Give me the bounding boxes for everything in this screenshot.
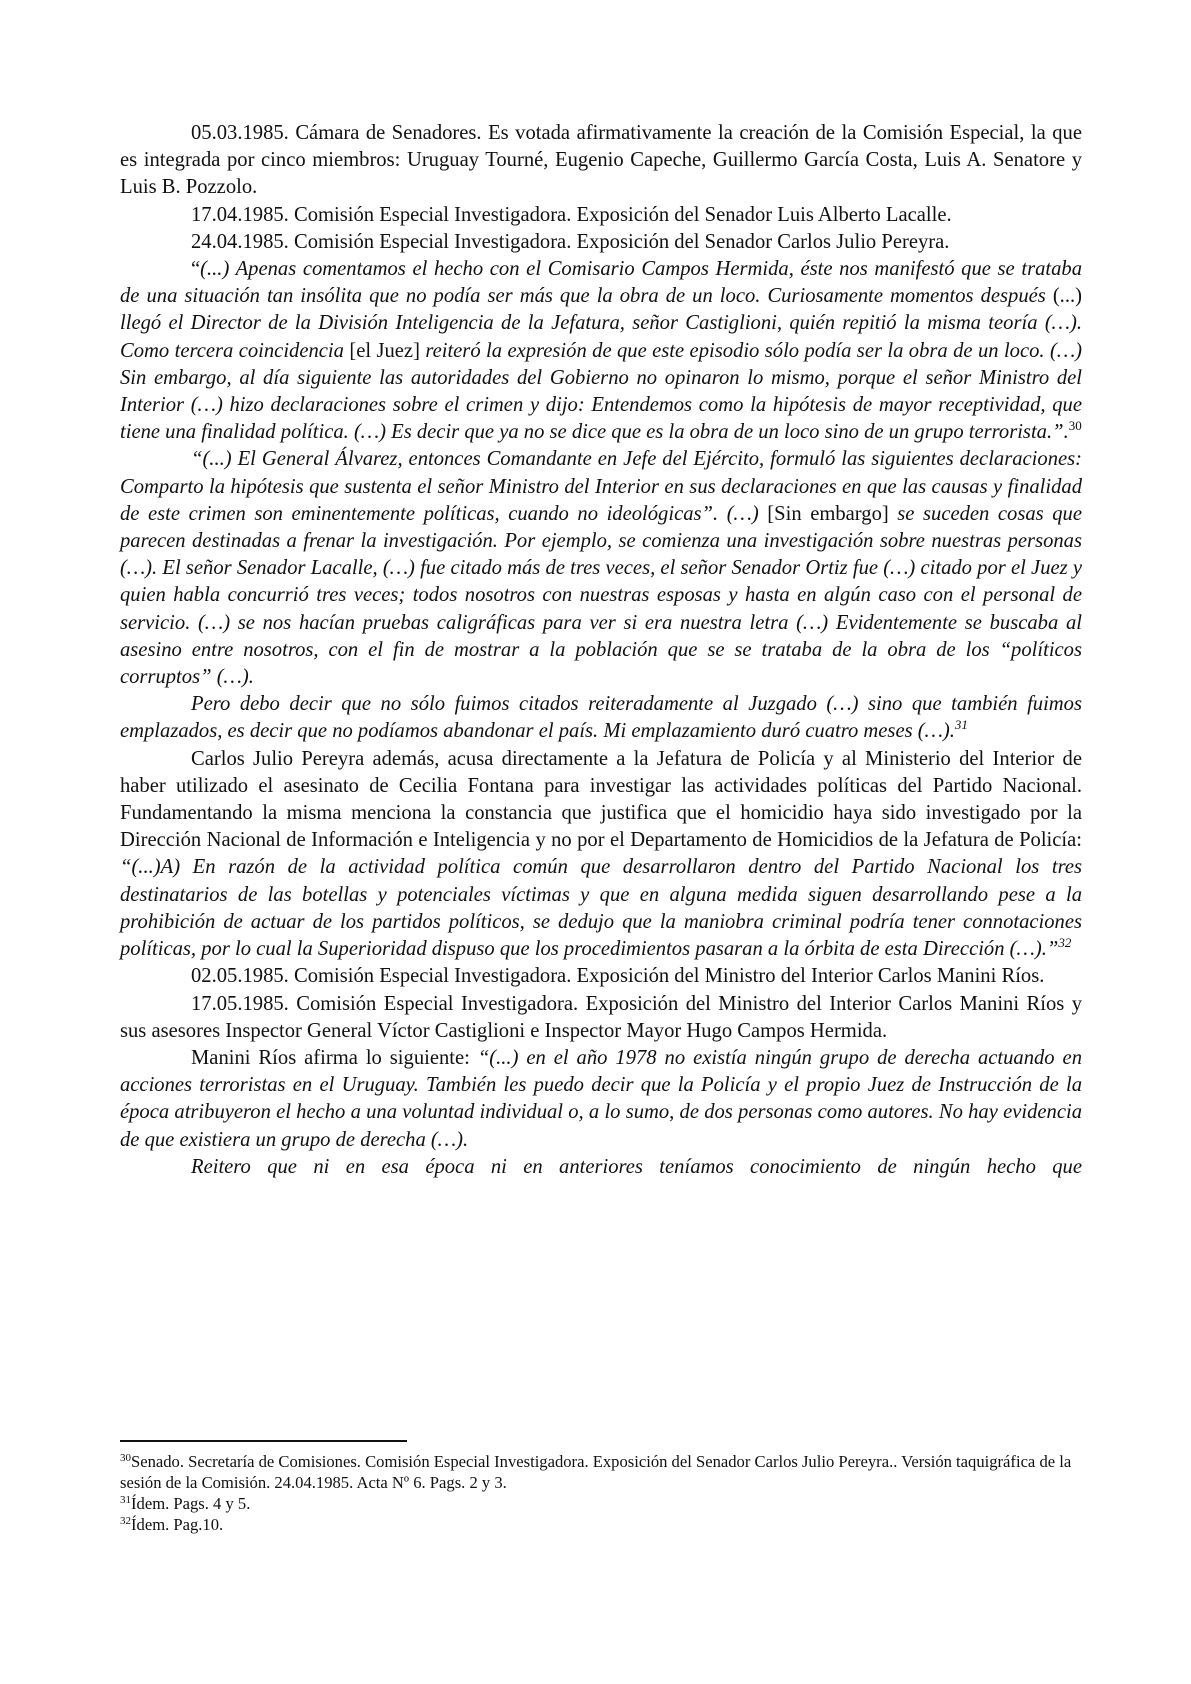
editorial-insert: [el Juez] [349,339,426,362]
footnote-text: Ídem. Pags. 4 y 5. [131,1494,251,1513]
paragraph-text: 17.05.1985. Comisión Especial Investigadora. Exposición del Ministro del Interior Carlos Manini Ríos y sus asesores Inspector General Víctor Castiglioni e Inspector Mayor Hugo Campos Hermida. [120,992,1082,1042]
paragraph-text: 17.04.1985. Comisión Especial Investigadora. Exposición del Senador Luis Alberto Lacalle. [191,203,952,226]
paragraph-lacalle-exposition [120,202,1082,229]
footnote-number: 30 [120,1452,131,1464]
quote-general-alvarez [120,446,1082,691]
quote-campos-hermida [120,256,1082,446]
quote-reitero [120,1154,1082,1181]
quote-text: “(...) El General Álvarez, entonces Comandante en Jefe del Ejército, formuló las siguientes declaraciones: Comparto la hipótesis que sustenta el señor Ministro del Interior en sus declaraciones en que las causas y finalidad de este crimen son eminentemente políticas, cuando no ideológicas”. (…) [120,448,1082,525]
paragraph-senate-commission [120,120,1082,202]
footnote-ref[interactable]: 32 [1058,935,1072,951]
paragraph-text: Carlos Julio Pereyra además, acusa directamente a la Jefatura de Policía y al Ministerio del Interior de haber utilizado el asesinato de Cecilia Fontana para investigar las actividades políticas del Partido Nacional. Fundamentando la misma menciona la constancia que justifica que el homicidio haya sido investigado por la Dirección Nacional de Información e Inteligencia y no por el Departamento de Homicidios de la Jefatura de Policía: [120,747,1082,852]
footnote-number: 31 [120,1494,131,1506]
footnote-text: Ídem. Pag.10. [131,1515,224,1534]
paragraph-manini-exposition [120,963,1082,990]
paragraph-pereyra-accusation [120,746,1082,964]
footnotes [120,1451,1082,1535]
footnote-ref[interactable]: 31 [954,717,968,733]
footnote-text: Senado. Secretaría de Comisiones. Comisión Especial Investigadora. Exposición del Senador Carlos Julio Pereyra.. Versión taquigráfica de la sesión de la Comisión. 24.04.1985. Acta Nº 6. Pags. 2 y 3. [120,1452,1072,1492]
paragraph-manini-statement [120,1045,1082,1154]
footnote-number: 32 [120,1515,131,1527]
quote-text: “(...)A) En razón de la actividad política común que desarrollaron dentro del Partido Nacional los tres destinatarios de las botellas y potenciales víctimas y que en alguna medida siguen desarrollando pese a la prohibición de actuar de los partidos políticos, se dedujo que la maniobra criminal podría tener connotaciones políticas, por lo cual la Superioridad dispuso que los procedimientos pasaran a la órbita de esta Dirección (…).” [120,856,1082,961]
paragraph-manini-advisors [120,991,1082,1045]
paragraph-text: Manini Ríos afirma lo siguiente: [191,1046,478,1069]
quote-emplazamiento [120,691,1082,745]
footnote-31 [120,1493,1082,1514]
paragraph-pereyra-exposition [120,229,1082,256]
quote-text: Reitero que ni en esa época ni en anteriores teníamos conocimiento de ningún hecho que [191,1155,1082,1178]
footnote-separator [120,1440,407,1442]
quote-text: (...) Apenas comentamos el hecho con el Comisario Campos Hermida, éste nos manifestó que se trataba de una situación tan insólita que no podía ser más que la obra de un loco. Curiosamente momentos después [120,258,1082,308]
paragraph-text: 05.03.1985. Cámara de Senadores. Es votada afirmativamente la creación de la Comisión Especial, la que es integrada por cinco miembros: Uruguay Tourné, Eugenio Capeche, Guillermo García Costa, Luis A. Senatore y Luis B. Pozzolo. [120,122,1082,199]
quote-text: (...) [1052,285,1082,308]
document-body [120,120,1082,1181]
paragraph-text: 02.05.1985. Comisión Especial Investigadora. Exposición del Ministro del Interior Carlos Manini Ríos. [191,965,1045,988]
footnote-30 [120,1451,1082,1493]
editorial-insert: [Sin embargo] [767,502,898,525]
footnote-ref[interactable]: 30 [1068,418,1082,434]
quote-text: llegó el Director de la División Inteligencia de la Jefatura, señor Castiglioni, quién repitió la misma teoría (…). Como tercera coincidencia [120,312,1082,362]
quote-text: reiteró la expresión de que este episodio sólo podía ser la obra de un loco. (…) Sin embargo, al día siguiente las autoridades del Gobierno no opinaron lo mismo, porque el señor Ministro del Interior (…) hizo declaraciones sobre el crimen y dijo: Entendemos como la hipótesis de mayor receptividad, que tiene una finalidad política. (…) Es decir que ya no se dice que es la obra de un loco sino de un grupo terrorista.”. [120,339,1083,444]
quote-text: Pero debo decir que no sólo fuimos citados reiteradamente al Juzgado (…) sino que también fuimos emplazados, es decir que no podíamos abandonar el país. Mi emplazamiento duró cuatro meses (…). [120,693,1082,743]
quote-open-mark: “ [191,258,201,281]
footnote-32 [120,1514,1082,1535]
quote-text: “(...) en el año 1978 no existía ningún grupo de derecha actuando en acciones terroristas en el Uruguay. También les puedo decir que la Policía y el propio Juez de Instrucción de la época atribuyeron el hecho a una voluntad individual o, a lo sumo, de dos personas como autores. No hay evidencia de que existiera un grupo de derecha (…). [120,1046,1082,1151]
paragraph-text: 24.04.1985. Comisión Especial Investigadora. Exposición del Senador Carlos Julio Pereyra. [191,230,950,253]
quote-text: se suceden cosas que parecen destinadas a frenar la investigación. Por ejemplo, se comienza una investigación sobre nuestras personas (…). El señor Senador Lacalle, (…) fue citado más de tres veces, el señor Senador Ortiz fue (…) citado por el Juez y quien habla concurrió tres veces; todos nosotros con nuestras esposas y hasta en algún caso con el personal de servicio. (…) se nos hacían pruebas caligráficas para ver si era nuestra letra (…) Evidentemente se buscaba al asesino entre nosotros, con el fin de mostrar a la población que se se trataba de la obra de los “políticos corruptos” (…). [120,502,1082,689]
